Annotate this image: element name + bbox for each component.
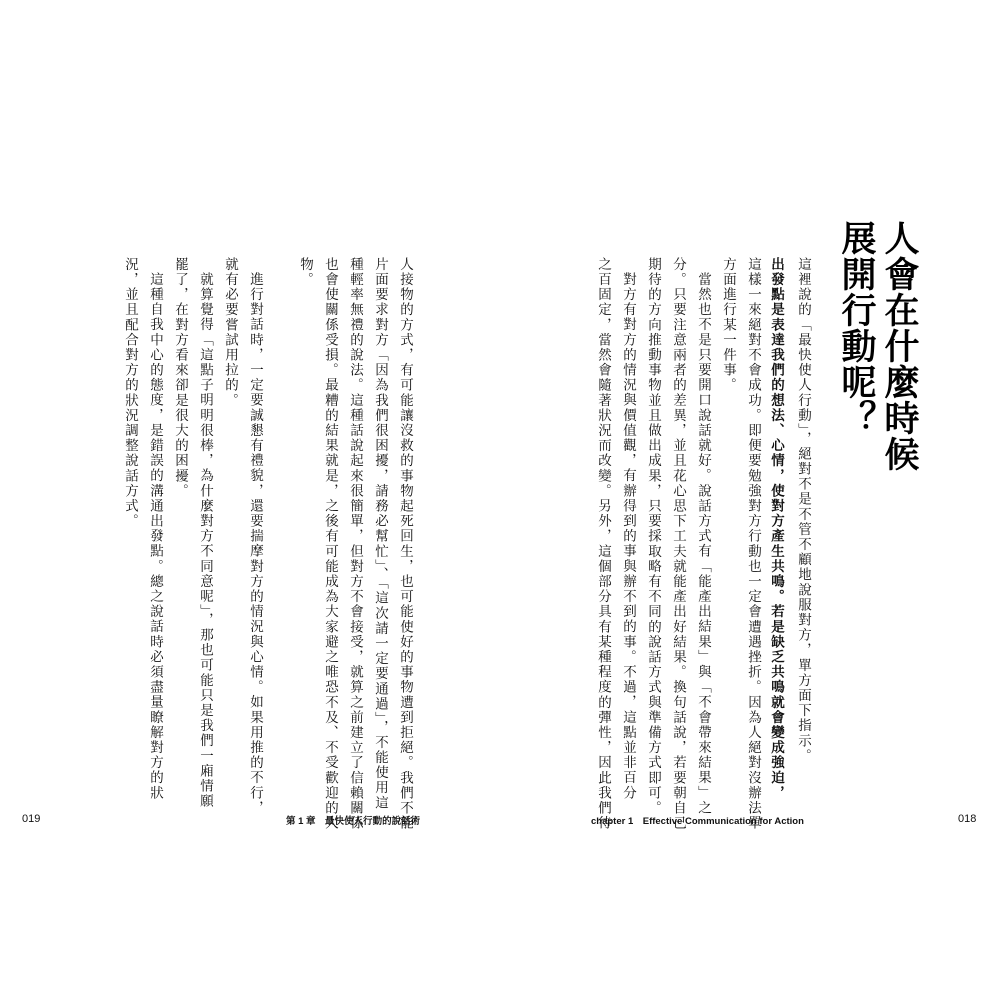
body-column (269, 257, 291, 777)
body-column: 況，並且配合對方的狀況調整說話方式。 (122, 257, 138, 529)
page-number-left: 019 (22, 813, 41, 825)
body-column: 就算覺得「這點子明明很棒，為什麼對方不同意呢」，那也可能只是我們一廂情願 (197, 272, 213, 809)
chapter-heading-line-1: 人會在什麼時候 (879, 220, 919, 472)
body-column: 出發點是表達我們的想法、心情，使對方產生共鳴。若是缺乏共鳴就會變成強迫， (768, 257, 784, 801)
body-column: 分。只要注意兩者的差異，並且花心思下工夫就能產出好結果。換句話說，若要朝自己 (670, 257, 686, 831)
body-column: 這裡說的「最快使人行動」，絕對不是不管不顧地說服對方，單方面下指示。 (795, 257, 811, 764)
body-column: 就有必要嘗試用拉的。 (222, 257, 238, 408)
body-column: 這樣一來絕對不會成功。即便要勉強對方行動也一定會遭遇挫折。因為人絕對沒辦法單 (745, 257, 761, 831)
body-column: 方面進行某一件事。 (720, 257, 736, 393)
body-column: 期待的方向推動事物並且做出成果，只要採取略有不同的說話方式與準備方式即可。 (645, 257, 661, 816)
body-column: 當然也不是只要開口說話就好。說話方式有「能產出結果」與「不會帶來結果」之 (695, 272, 711, 816)
body-column: 人接物的方式，有可能讓沒救的事物起死回生，也可能使好的事物遭到拒絕。我們不能 (397, 257, 413, 831)
body-column: 片面要求對方「因為我們很困擾，請務必幫忙」、「這次請一定要通過」，不能使用這 (372, 257, 388, 811)
body-column: 物。 (297, 257, 313, 288)
body-column: 之百固定，當然會隨著狀況而改變。另外，這個部分具有某種程度的彈性，因此我們待 (595, 257, 611, 831)
running-head-right: chapter 1 Effective Communication for Action (591, 816, 804, 827)
chapter-heading-line-2: 展開行動呢？ (836, 220, 876, 436)
body-column: 這種自我中心的態度，是錯誤的溝通出發點。總之說話時必須盡量瞭解對方的狀 (147, 272, 163, 801)
body-column: 進行對話時，一定要誠懇有禮貌，還要揣摩對方的情況與心情。如果用推的不行， (247, 272, 263, 816)
body-column: 罷了，在對方看來卻是很大的困擾。 (172, 257, 188, 499)
body-column: 也會使關係受損。最糟的結果就是，之後有可能成為大家避之唯恐不及、不受歡迎的人 (322, 257, 338, 831)
page-number-right: 018 (958, 813, 977, 825)
running-head-left: 第 1 章 最快使人行動的說話術 (286, 816, 421, 827)
body-column: 種輕率無禮的說法。這種話說起來很簡單，但對方不會接受，就算之前建立了信賴關係 (347, 257, 363, 831)
body-column: 對方有對方的情況與價值觀，有辦得到的事與辦不到的事。不過，這點並非百分 (620, 272, 636, 801)
